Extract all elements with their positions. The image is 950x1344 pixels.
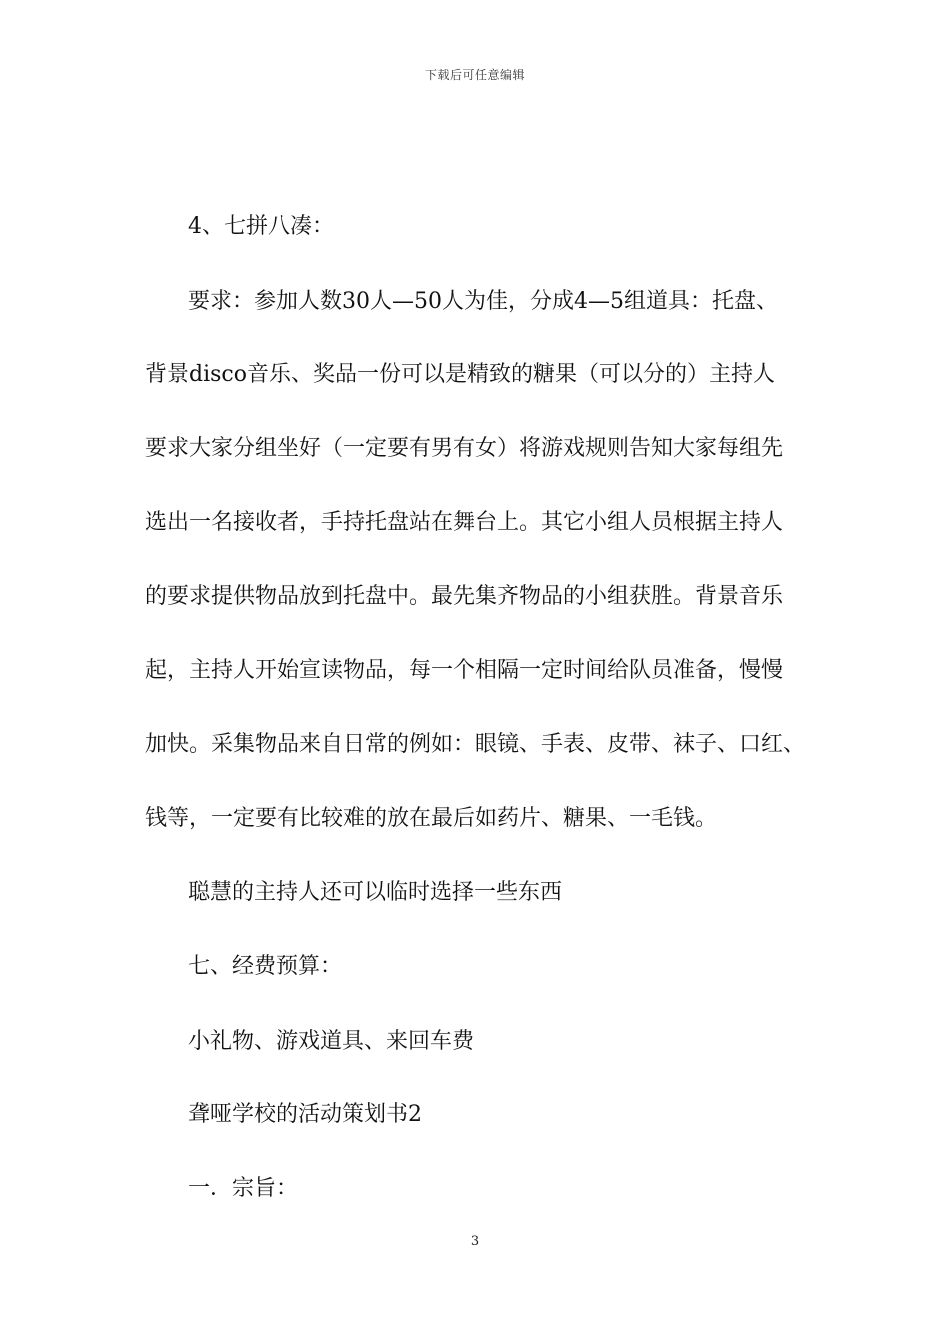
paragraph-line: 背景disco音乐、奖品一份可以是精致的糖果（可以分的）主持人 xyxy=(145,362,775,387)
paragraph-line: 要求：参加人数30人—50人为佳，分成4—5组道具：托盘、 xyxy=(188,289,778,314)
paragraph-line: 钱等，一定要有比较难的放在最后如药片、糖果、一毛钱。 xyxy=(145,806,718,831)
paragraph-line: 加快。采集物品来自日常的例如：眼镜、手表、皮带、袜子、口红、 xyxy=(145,732,806,757)
paragraph-line: 选出一名接收者，手持托盘站在舞台上。其它小组人员根据主持人 xyxy=(145,510,784,535)
paragraph-line: 起，主持人开始宣读物品，每一个相隔一定时间给队员准备，慢慢 xyxy=(145,658,784,683)
page-number: 3 xyxy=(470,1234,480,1249)
section-heading-budget: 七、经费预算： xyxy=(188,954,343,979)
paragraph-line: 聪慧的主持人还可以临时选择一些东西 xyxy=(188,880,563,905)
document-title: 聋哑学校的活动策划书2 xyxy=(188,1102,422,1127)
section-heading-qipinbacou: 4、七拼八凑： xyxy=(188,214,334,239)
paragraph-line: 要求大家分组坐好（一定要有男有女）将游戏规则告知大家每组先 xyxy=(145,436,784,461)
paragraph-line: 的要求提供物品放到托盘中。最先集齐物品的小组获胜。背景音乐 xyxy=(145,584,784,609)
page-header: 下载后可任意编辑 xyxy=(424,68,525,82)
section-heading-purpose: 一．宗旨： xyxy=(188,1176,299,1201)
paragraph-line: 小礼物、游戏道具、来回车费 xyxy=(188,1029,475,1054)
